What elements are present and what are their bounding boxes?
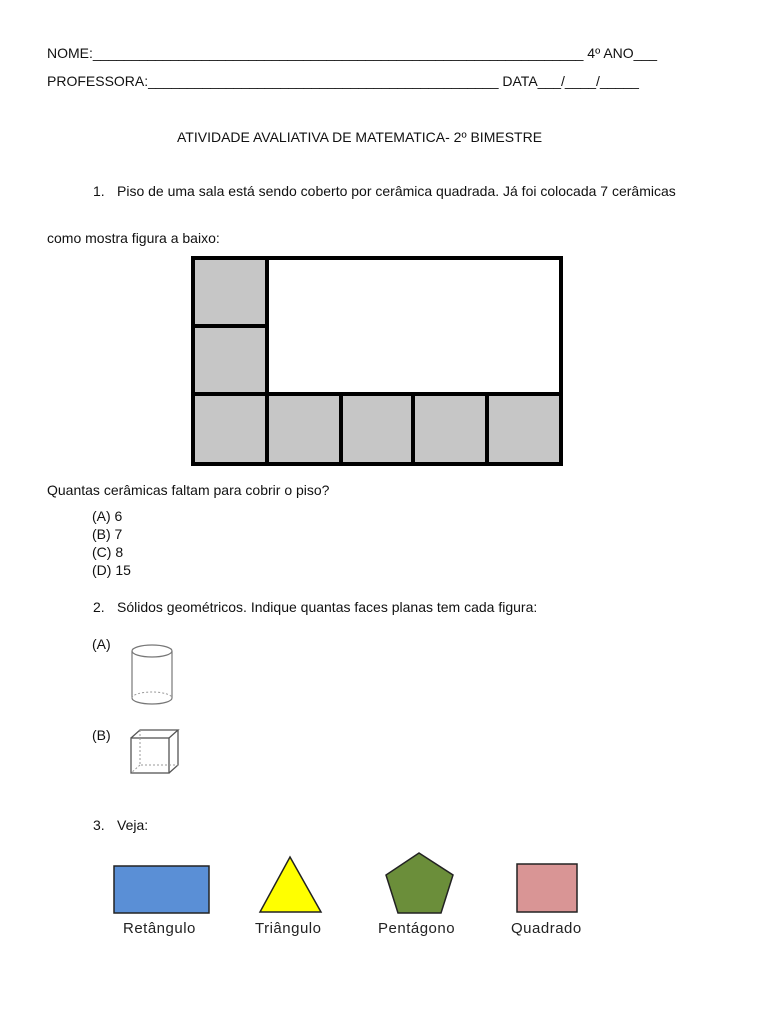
rectangle-label: Retângulo [123,920,196,937]
square-label: Quadrado [511,920,582,937]
q1-continuation: como mostra figura a baixo: [47,230,220,246]
q1-options [92,507,131,579]
q3-number: 3. [93,817,105,833]
q2-text: Sólidos geométricos. Indique quantas faces planas tem cada figura: [117,599,538,615]
page-title: ATIVIDADE AVALIATIVA DE MATEMATICA- 2º BIMESTRE [177,129,543,145]
tile-5 [341,394,413,464]
option-c[interactable]: (C) 8 [92,544,124,560]
tile-4 [267,394,341,464]
pentagon-shape [384,851,456,915]
square-shape [516,863,580,915]
triangle-label: Triângulo [255,920,322,937]
q2-item-b-label: (B) [92,727,111,743]
rectangle-shape [113,865,211,915]
teacher-date-line: PROFESSORA:_____________________________________________ DATA___/____/_____ [47,73,639,89]
q2-item-a-label: (A) [92,636,111,652]
q1-question: Quantas cerâmicas faltam para cobrir o piso? [47,482,330,498]
pentagon-label: Pentágono [378,920,456,937]
cube-icon [128,728,180,776]
q2-number: 2. [93,599,105,615]
triangle-shape [258,855,324,915]
q1-text: Piso de uma sala está sendo coberto por cerâmica quadrada. Já foi colocada 7 cerâmicas [117,183,676,199]
tile-3 [193,394,267,464]
cylinder-icon [128,642,176,708]
name-line: NOME:_______________________________________________________________ 4º ANO___ [47,45,658,61]
tile-7 [487,394,561,464]
tile-6 [413,394,487,464]
option-a[interactable]: (A) 6 [92,508,123,524]
tile-1 [193,258,267,326]
q1-number: 1. [93,183,105,199]
floor-tiles-figure [191,256,563,466]
tile-2 [193,326,267,394]
option-d[interactable]: (D) 15 [92,562,131,578]
option-b[interactable]: (B) 7 [92,526,123,542]
q3-text: Veja: [117,817,149,833]
